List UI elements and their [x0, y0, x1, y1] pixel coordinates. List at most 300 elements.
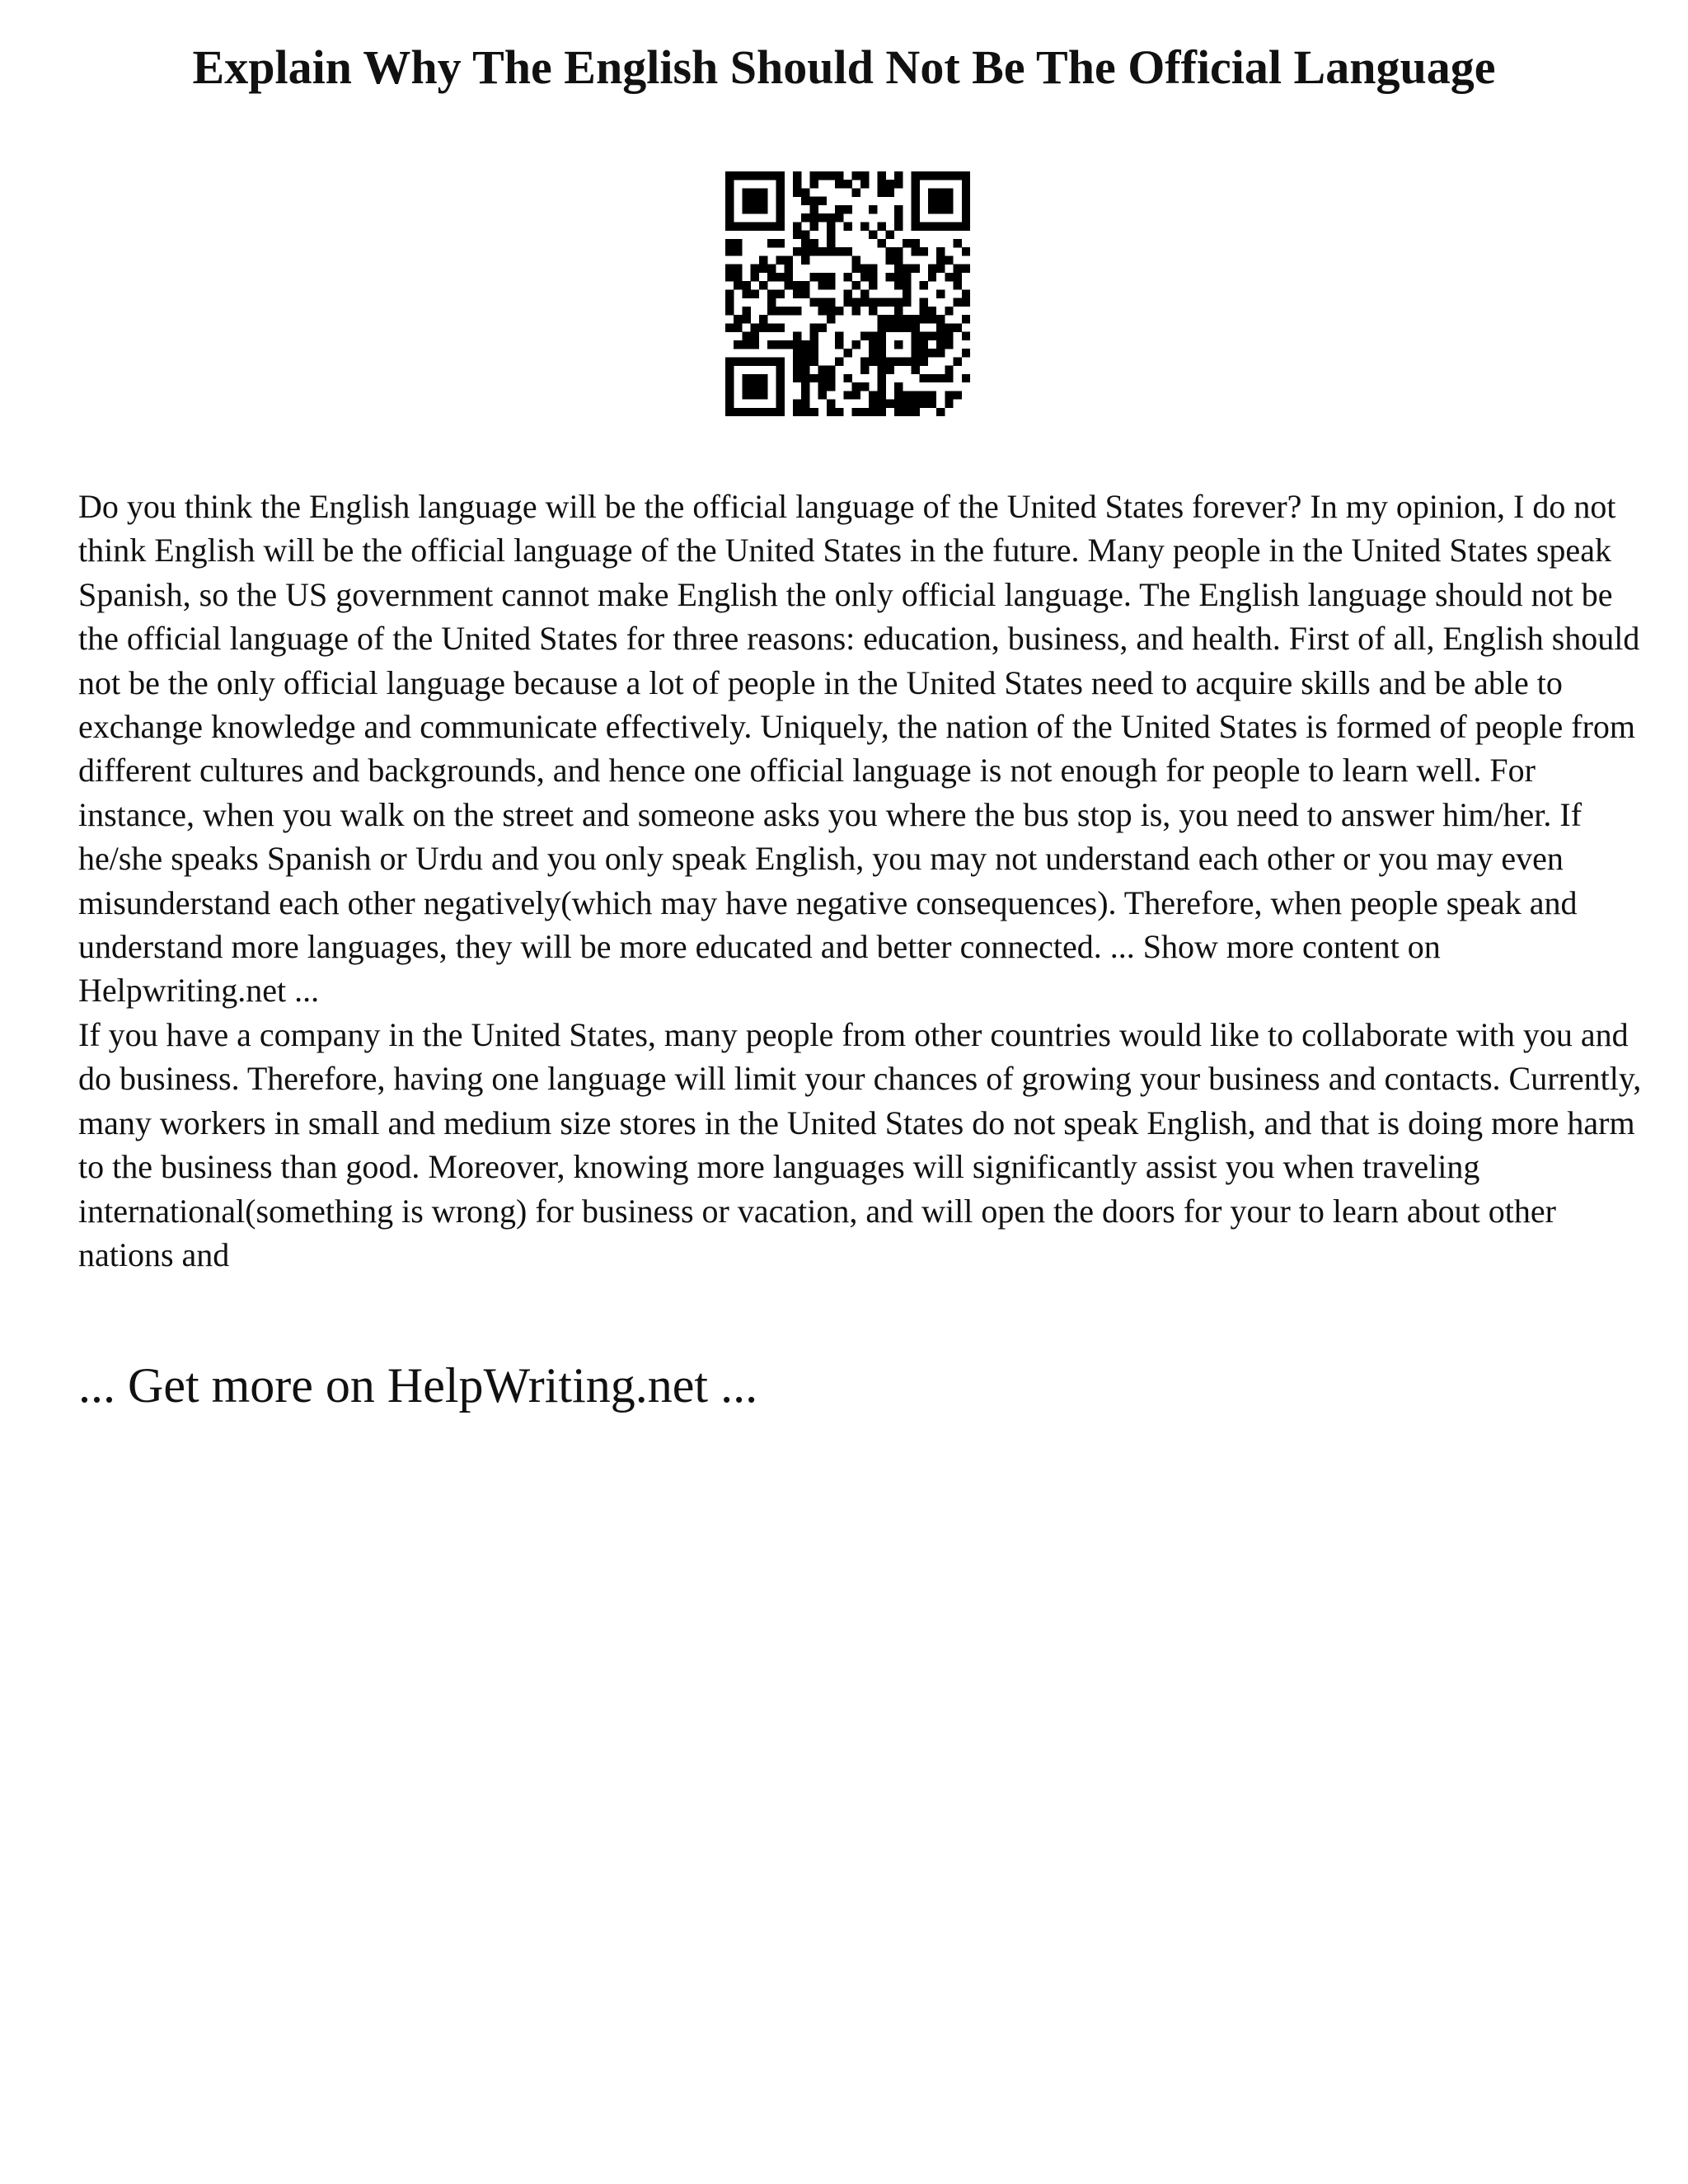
qr-module — [835, 213, 843, 222]
qr-module — [818, 382, 827, 391]
get-more-link[interactable]: ... Get more on HelpWriting.net ... — [78, 1358, 758, 1413]
qr-module — [928, 332, 936, 340]
qr-module — [945, 400, 953, 408]
qr-module — [852, 298, 860, 307]
qr-module — [809, 349, 818, 357]
qr-module — [809, 408, 818, 416]
qr-module — [827, 171, 835, 180]
qr-module — [852, 382, 860, 391]
qr-module — [936, 247, 945, 255]
qr-module — [742, 281, 750, 289]
qr-module — [869, 340, 877, 349]
qr-module — [725, 374, 734, 382]
qr-module — [767, 408, 776, 416]
qr-module — [751, 171, 759, 180]
qr-module — [920, 349, 928, 357]
qr-module — [869, 357, 877, 365]
qr-module — [928, 307, 936, 315]
qr-module — [877, 171, 885, 180]
qr-module — [776, 366, 784, 374]
qr-module — [954, 323, 962, 331]
qr-module — [759, 374, 767, 382]
qr-module — [801, 382, 809, 391]
qr-module — [911, 247, 919, 255]
qr-module — [945, 332, 953, 340]
qr-module — [742, 357, 750, 365]
qr-module — [852, 265, 860, 273]
qr-module — [894, 315, 903, 323]
qr-module — [860, 180, 869, 188]
qr-module — [785, 273, 793, 281]
qr-module — [793, 247, 801, 255]
qr-module — [886, 180, 894, 188]
qr-module — [809, 239, 818, 247]
qr-module — [801, 391, 809, 399]
qr-module — [742, 391, 750, 399]
qr-module — [877, 357, 885, 365]
qr-module — [734, 357, 742, 365]
qr-module — [869, 273, 877, 281]
qr-module — [894, 171, 903, 180]
qr-module — [962, 171, 970, 180]
qr-module — [776, 382, 784, 391]
qr-module — [818, 307, 827, 315]
qr-module — [920, 340, 928, 349]
qr-module — [725, 188, 734, 196]
qr-module — [877, 408, 885, 416]
qr-module — [785, 307, 793, 315]
document-title: Explain Why The English Should Not Be The Official Language — [192, 40, 1496, 94]
qr-module — [742, 374, 750, 382]
qr-module — [734, 281, 742, 289]
qr-module — [751, 382, 759, 391]
qr-module — [793, 281, 801, 289]
qr-module — [911, 357, 919, 365]
qr-module — [911, 391, 919, 399]
qr-module — [759, 255, 767, 264]
qr-module — [928, 171, 936, 180]
qr-module — [751, 265, 759, 273]
qr-module — [759, 197, 767, 205]
qr-module — [860, 382, 869, 391]
qr-module — [725, 171, 734, 180]
qr-module — [725, 213, 734, 222]
qr-module — [809, 323, 818, 331]
qr-module — [954, 281, 962, 289]
qr-module — [767, 171, 776, 180]
qr-module — [962, 205, 970, 213]
qr-module — [785, 265, 793, 273]
qr-module — [877, 340, 885, 349]
qr-module — [725, 366, 734, 374]
qr-module — [860, 332, 869, 340]
qr-module — [894, 391, 903, 399]
qr-module — [742, 315, 750, 323]
qr-module — [801, 239, 809, 247]
qr-module — [793, 349, 801, 357]
qr-module — [793, 408, 801, 416]
qr-module — [818, 374, 827, 382]
qr-module — [776, 222, 784, 230]
qr-module — [945, 323, 953, 331]
qr-module — [793, 332, 801, 340]
qr-module — [920, 357, 928, 365]
qr-module — [894, 213, 903, 222]
qr-module — [843, 180, 851, 188]
qr-module — [869, 281, 877, 289]
qr-module — [827, 213, 835, 222]
qr-module — [860, 222, 869, 230]
qr-module — [776, 213, 784, 222]
qr-module — [911, 332, 919, 340]
qr-module — [776, 239, 784, 247]
qr-module — [860, 357, 869, 365]
qr-module — [843, 374, 851, 382]
qr-module — [801, 340, 809, 349]
qr-module — [827, 239, 835, 247]
qr-module — [809, 222, 818, 230]
qr-module — [742, 408, 750, 416]
qr-module — [843, 205, 851, 213]
qr-module — [742, 205, 750, 213]
qr-module — [920, 315, 928, 323]
qr-module — [751, 408, 759, 416]
qr-module — [936, 188, 945, 196]
qr-module — [751, 273, 759, 281]
qr-module — [945, 205, 953, 213]
qr-module — [725, 222, 734, 230]
qr-module — [809, 374, 818, 382]
qr-module — [860, 408, 869, 416]
qr-module — [843, 298, 851, 307]
qr-module — [734, 239, 742, 247]
qr-module — [759, 357, 767, 365]
qr-module — [911, 197, 919, 205]
qr-module — [903, 400, 911, 408]
qr-module — [920, 307, 928, 315]
qr-module — [852, 188, 860, 196]
qr-module — [776, 400, 784, 408]
qr-module — [877, 239, 885, 247]
qr-module — [809, 332, 818, 340]
qr-module — [962, 247, 970, 255]
qr-module — [903, 273, 911, 281]
qr-module — [886, 366, 894, 374]
qr-module — [928, 374, 936, 382]
qr-module — [920, 171, 928, 180]
article-paragraph: If you have a company in the United States, many people from other countries would like to collaborate with you and do business. Therefore, having one language will limit your chances of growing your business and contacts. Currently, many workers in small and medium size stores in the United States do not speak English, and that is doing more harm to the business than good. Moreover, knowing more languages will significantly assist you when traveling international(something is wrong) for business or vacation, and will open the doors for your to learn about other nations and — [78, 1015, 1642, 1273]
qr-module — [920, 332, 928, 340]
qr-module — [936, 222, 945, 230]
qr-module — [962, 213, 970, 222]
qr-module — [911, 180, 919, 188]
qr-module — [827, 222, 835, 230]
qr-module — [818, 298, 827, 307]
qr-module — [835, 171, 843, 180]
qr-module — [852, 340, 860, 349]
qr-module — [954, 298, 962, 307]
qr-module — [945, 340, 953, 349]
qr-module — [886, 231, 894, 239]
qr-module — [911, 315, 919, 323]
qr-module — [793, 340, 801, 349]
qr-module — [928, 315, 936, 323]
qr-module — [809, 340, 818, 349]
qr-module — [869, 349, 877, 357]
qr-module — [852, 408, 860, 416]
qr-module — [801, 255, 809, 264]
qr-module — [759, 265, 767, 273]
qr-module — [801, 231, 809, 239]
qr-module — [801, 349, 809, 357]
qr-module — [751, 391, 759, 399]
qr-module — [877, 400, 885, 408]
qr-module — [767, 298, 776, 307]
qr-module — [903, 408, 911, 416]
qr-module — [759, 315, 767, 323]
qr-module — [860, 171, 869, 180]
qr-module — [945, 273, 953, 281]
qr-module — [725, 391, 734, 399]
qr-module — [894, 408, 903, 416]
qr-module — [920, 247, 928, 255]
qr-module — [835, 357, 843, 365]
qr-module — [877, 332, 885, 340]
qr-module — [928, 265, 936, 273]
qr-module — [742, 188, 750, 196]
qr-module — [793, 366, 801, 374]
qr-module — [776, 188, 784, 196]
qr-module — [911, 323, 919, 331]
qr-module — [776, 289, 784, 298]
qr-module — [776, 255, 784, 264]
qr-module — [936, 265, 945, 273]
qr-module — [767, 265, 776, 273]
qr-module — [827, 307, 835, 315]
qr-module — [869, 400, 877, 408]
qr-module — [793, 307, 801, 315]
qr-module — [751, 289, 759, 298]
qr-module — [827, 298, 835, 307]
qr-module — [894, 205, 903, 213]
qr-module — [928, 197, 936, 205]
qr-module — [801, 281, 809, 289]
qr-module — [725, 323, 734, 331]
qr-module — [920, 374, 928, 382]
qr-module — [793, 357, 801, 365]
qr-module — [962, 188, 970, 196]
qr-module — [801, 247, 809, 255]
qr-module — [860, 273, 869, 281]
qr-module — [962, 197, 970, 205]
qr-module — [809, 180, 818, 188]
qr-module — [725, 307, 734, 315]
qr-module — [725, 298, 734, 307]
qr-module — [759, 391, 767, 399]
qr-module — [827, 366, 835, 374]
qr-module — [759, 323, 767, 331]
qr-module — [818, 391, 827, 399]
qr-module — [945, 391, 953, 399]
qr-module — [776, 171, 784, 180]
qr-module — [911, 222, 919, 230]
qr-module — [734, 171, 742, 180]
qr-module — [776, 391, 784, 399]
qr-module — [776, 205, 784, 213]
qr-module — [785, 281, 793, 289]
qr-module — [894, 273, 903, 281]
qr-module — [886, 357, 894, 365]
qr-module — [928, 222, 936, 230]
qr-module — [734, 273, 742, 281]
qr-module — [827, 247, 835, 255]
qr-module — [835, 307, 843, 315]
qr-module — [886, 315, 894, 323]
qr-module — [903, 391, 911, 399]
qr-module — [767, 289, 776, 298]
qr-module — [767, 307, 776, 315]
qr-module — [962, 374, 970, 382]
qr-module — [962, 298, 970, 307]
qr-module — [928, 349, 936, 357]
qr-module — [785, 340, 793, 349]
qr-module — [776, 374, 784, 382]
qr-module — [945, 222, 953, 230]
qr-module — [742, 382, 750, 391]
qr-module — [835, 180, 843, 188]
qr-module — [818, 197, 827, 205]
qr-module — [869, 307, 877, 315]
qr-module — [751, 332, 759, 340]
qr-module — [793, 222, 801, 230]
qr-module — [776, 307, 784, 315]
qr-module — [843, 349, 851, 357]
qr-module — [877, 315, 885, 323]
qr-module — [818, 247, 827, 255]
qr-module — [945, 188, 953, 196]
qr-module — [936, 289, 945, 298]
qr-module — [827, 281, 835, 289]
qr-module — [734, 265, 742, 273]
qr-module — [767, 273, 776, 281]
qr-module — [886, 323, 894, 331]
qr-module — [903, 281, 911, 289]
qr-module — [886, 400, 894, 408]
qr-module — [852, 391, 860, 399]
qr-module — [928, 391, 936, 399]
qr-module — [793, 374, 801, 382]
qr-module — [936, 323, 945, 331]
qr-module — [734, 222, 742, 230]
qr-module — [767, 323, 776, 331]
qr-module — [911, 188, 919, 196]
qr-module — [767, 340, 776, 349]
qr-module — [776, 273, 784, 281]
qr-module — [886, 255, 894, 264]
qr-module — [954, 265, 962, 273]
qr-module — [911, 340, 919, 349]
qr-module — [894, 382, 903, 391]
qr-module — [869, 298, 877, 307]
qr-module — [725, 265, 734, 273]
qr-module — [751, 357, 759, 365]
qr-module — [809, 213, 818, 222]
qr-module — [734, 247, 742, 255]
qr-module — [911, 239, 919, 247]
qr-module — [725, 205, 734, 213]
qr-module — [725, 273, 734, 281]
qr-module — [894, 298, 903, 307]
qr-module — [793, 171, 801, 180]
qr-module — [835, 340, 843, 349]
qr-module — [962, 332, 970, 340]
qr-code-icon[interactable] — [725, 171, 970, 416]
qr-module — [852, 171, 860, 180]
qr-module — [894, 281, 903, 289]
qr-module — [928, 400, 936, 408]
qr-module — [911, 205, 919, 213]
article-paragraph: Do you think the English language will be the official language of the United States forever? In my opinion, I do not think English will be the official language of the United States in the future. Many people in the United States speak Spanish, so the US government cannot make English the only official language. The English language should not be the official language of the United States for three reasons: education, business, and health. First of all, English should not be the only official language because a lot of people in the United States need to acquire skills and be able to exchange knowledge and communicate effectively. Uniquely, the nation of the United States is formed of people from different cultures and backgrounds, and hence one official language is not enough for people to learn well. For instance, when you walk on the street and someone asks you where the bus stop is, you need to answer him/her. If he/she speaks Spanish or Urdu and you only speak English, you may not understand each other or you may even misunderstand each other negatively(which may have negative consequences). Therefore, when people speak and understand more languages, they will be more educated and better connected. ... Show more content on Helpwriting.net ... — [78, 488, 1640, 1010]
qr-module — [776, 340, 784, 349]
qr-module — [725, 382, 734, 391]
qr-module — [877, 180, 885, 188]
qr-module — [936, 374, 945, 382]
qr-module — [962, 315, 970, 323]
qr-module — [785, 255, 793, 264]
qr-module — [911, 408, 919, 416]
qr-module — [818, 281, 827, 289]
qr-module — [751, 188, 759, 196]
qr-module — [860, 298, 869, 307]
qr-module — [860, 366, 869, 374]
qr-module — [801, 188, 809, 196]
qr-module — [903, 289, 911, 298]
qr-module — [954, 239, 962, 247]
qr-module — [818, 171, 827, 180]
qr-module — [869, 332, 877, 340]
qr-module — [751, 197, 759, 205]
qr-module — [877, 382, 885, 391]
qr-module — [801, 400, 809, 408]
qr-module — [818, 213, 827, 222]
qr-module — [928, 188, 936, 196]
qr-module — [877, 188, 885, 196]
qr-module — [894, 357, 903, 365]
qr-module — [759, 205, 767, 213]
qr-module — [809, 205, 818, 213]
qr-module — [954, 273, 962, 281]
qr-module — [936, 340, 945, 349]
qr-module — [886, 273, 894, 281]
qr-module — [920, 391, 928, 399]
qr-module — [852, 255, 860, 264]
qr-module — [936, 255, 945, 264]
qr-module — [936, 332, 945, 340]
qr-module — [894, 307, 903, 315]
qr-module — [734, 408, 742, 416]
qr-module — [945, 366, 953, 374]
qr-module — [911, 171, 919, 180]
qr-module — [809, 357, 818, 365]
qr-module — [801, 366, 809, 374]
qr-module — [903, 265, 911, 273]
qr-module — [928, 205, 936, 213]
qr-module — [886, 298, 894, 307]
qr-module — [936, 408, 945, 416]
qr-module — [920, 281, 928, 289]
qr-module — [725, 408, 734, 416]
qr-module — [954, 357, 962, 365]
